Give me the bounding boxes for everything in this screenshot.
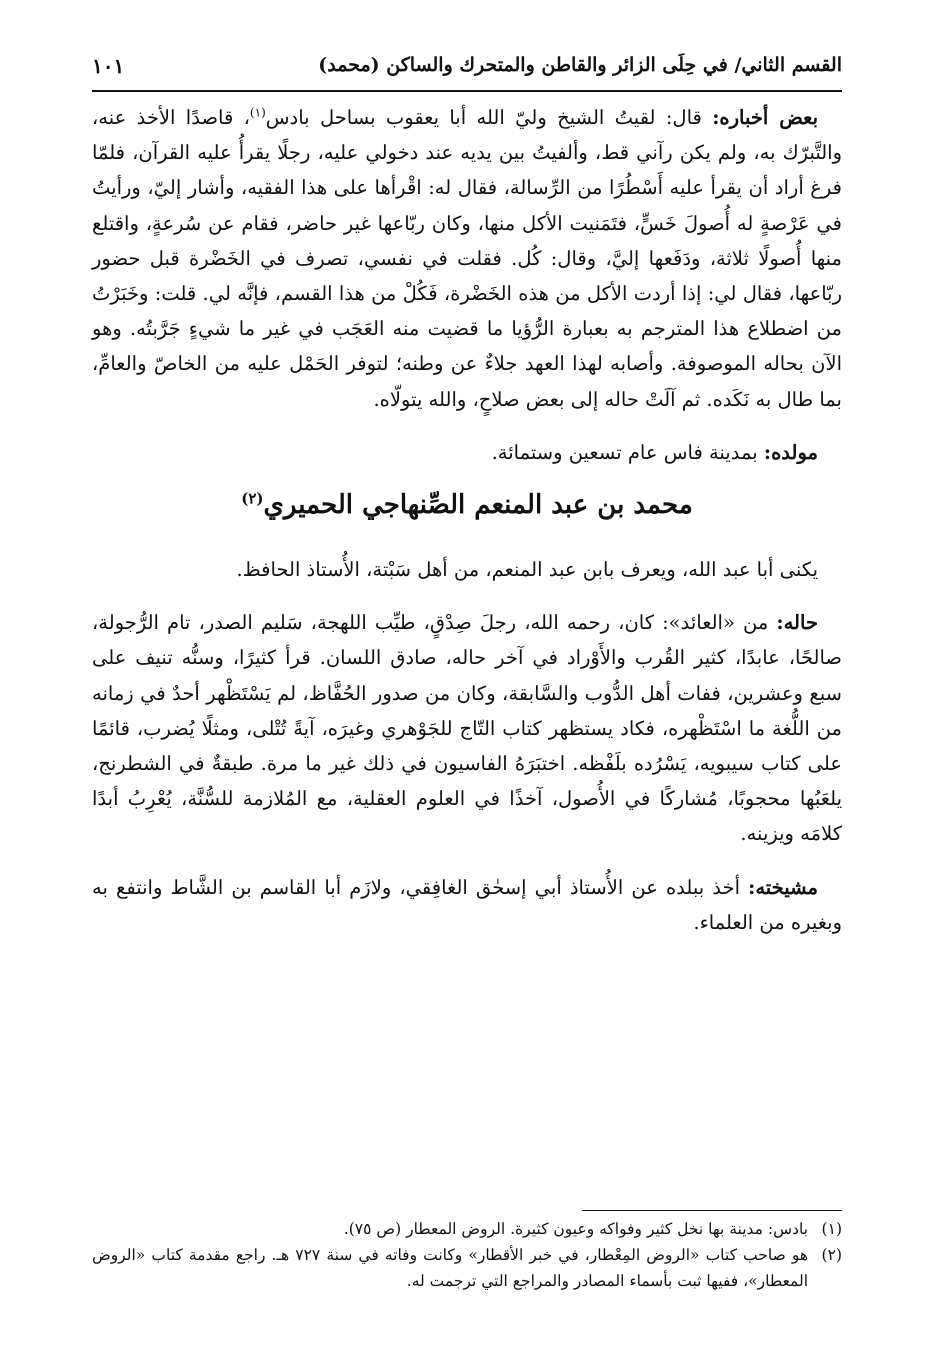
footnote-ref[interactable]: (٢) [241, 489, 264, 508]
footnote-text: هو صاحب كتاب «الروض المِعْطار، في خبر الأقطار» وكانت وفاته في سنة ٧٢٧ هـ. راجع مقدمة كتاب «الروض المعطار»، ففيها ثبت بأسماء المصادر والمراجع التي ترجمت له. [92, 1246, 809, 1290]
footnote [92, 1216, 842, 1242]
main-text [92, 100, 842, 940]
footnote-ref[interactable]: (١) [249, 105, 266, 120]
page-number: ١٠١ [92, 54, 125, 78]
entry-title-text: محمد بن عبد المنعم الصِّنهاجي الحميري [263, 490, 693, 521]
paragraph-text: من «العائد»: كان، رحمه الله، رجلَ صِدْقٍ، طيِّب اللهجة، سَليم الصدر، تام الرُّجولة، صالحًا، عابدًا، كثير القُرب والأَوْراد في آخر حاله، صادق اللسان. قرأ كثيرًا، وسنُّه تنيف على سبع وعشرين، ففات أهل الدُّوب والسَّابقة، وكان من صدور الحُفَّاظ، لم يَسْتَظْهر أحدٌ في زمانه من اللُّغة ما اسْتَظْهره، فكاد يستظهر كتاب التّاج للجَوْهري وغيرَه، آيةً تُتْلى، ومثلًا يُضرب، قائمًا على كتاب سيبويه، يَسْرُده بلَفْظه. اختبَرَهُ الفاسيون في ذلك غير ما مرة. طبقةٌ في الشطرنج، يلعَبُها محجوبًا، مُشاركًا في الأُصول، آخذًا في العلوم العقلية، مع المُلازمة للسُّنَّة، يُعْرِبُ أبدًا كلامَه ويزينه. [92, 611, 842, 846]
footnote-text: بادس: مدينة بها نخل كثير وفواكه وعيون كثيرة. الروض المعطار (ص ٧٥). [343, 1220, 808, 1238]
paragraph-condition [92, 605, 842, 851]
section-label: مولده: [763, 440, 818, 464]
section-label: بعض أخباره: [712, 106, 818, 129]
footnote [92, 1242, 842, 1294]
footnote-divider [582, 1210, 842, 1211]
footnotes [92, 1216, 842, 1294]
paragraph-kunya [92, 552, 842, 587]
paragraph-text: بمدينة فاس عام تسعين وستمائة. [491, 440, 764, 464]
paragraph-text: ، قاصدًا الأخذ عنه، والتَّبرّك به، ولم يكن رآني قط، وألفيتُ بين يديه عند دخولي عليه، رجلًا يقرأُ عليه القرآن، فلمّا فرغ أراد أن يقرأ عليه أَسْطُرًا من الرِّسالة، فقال له: اقْرأها على هذا الفقيه، وأشار إليّ، ورأيتُ في عَرْصةٍ له أُصولَ خَسٍّ، فتَمَنيت الأكل منها، وكان ربّاعها غير حاضر، فقام عن سُرعةٍ، واقتلع منها أُصولًا ثلاثة، ودَفَعها إليَّ، وقال: كُل. فقلت في نفسي، تصرف في الخَضْرة قبل حضور ربّاعها، فقال لي: إذا أردت الأكل من هذه الخَضْرة، فَكُلْ من هذا القسم، فإنَّه لي. قلت: وخَبَرْتُ من اضطلاع هذا المترجم به بعبارة الرُّؤيا ما قضيت منه العَجَب في غير ما شيءٍ جَرَّبتُه. وهو الآن بحاله الموصوفة. وأصابه لهذا العهد جلاءٌ عن وطنه؛ لتوفر الحَمْل عليه من الخاصّ والعامِّ، بما طال به نَكَده. ثم آلَتْ حاله إلى بعض صلاحٍ، والله يتولّاه. [92, 106, 842, 411]
paragraph-text: يكنى أبا عبد الله، ويعرف بابن عبد المنعم، من أهل سَبْتة، الأُستاذ الحافظ. [236, 558, 818, 582]
section-label: حاله: [776, 611, 818, 635]
paragraph-anecdotes [92, 100, 842, 417]
entry-title [92, 484, 842, 526]
running-header [92, 46, 842, 92]
paragraph-text: أخذ ببلده عن الأُستاذ أبي إسحٰق الغافِقي، ولازَم أبا القاسم بن الشَّاط وانتفع به وبغيره من العلماء. [92, 875, 842, 934]
section-label: مشيخته: [748, 875, 818, 899]
paragraph-birth [92, 435, 842, 470]
running-title: القسم الثاني/ في حِلَى الزائر والقاطن والمتحرك والساكن (محمد) [318, 54, 842, 76]
footnote-number: (١) [821, 1220, 842, 1238]
paragraph-text: قال: لقيتُ الشيخ وليّ الله أبا يعقوب بساحل بادس [265, 106, 713, 129]
footnote-number: (٢) [821, 1246, 842, 1264]
paragraph-teachers [92, 870, 842, 940]
